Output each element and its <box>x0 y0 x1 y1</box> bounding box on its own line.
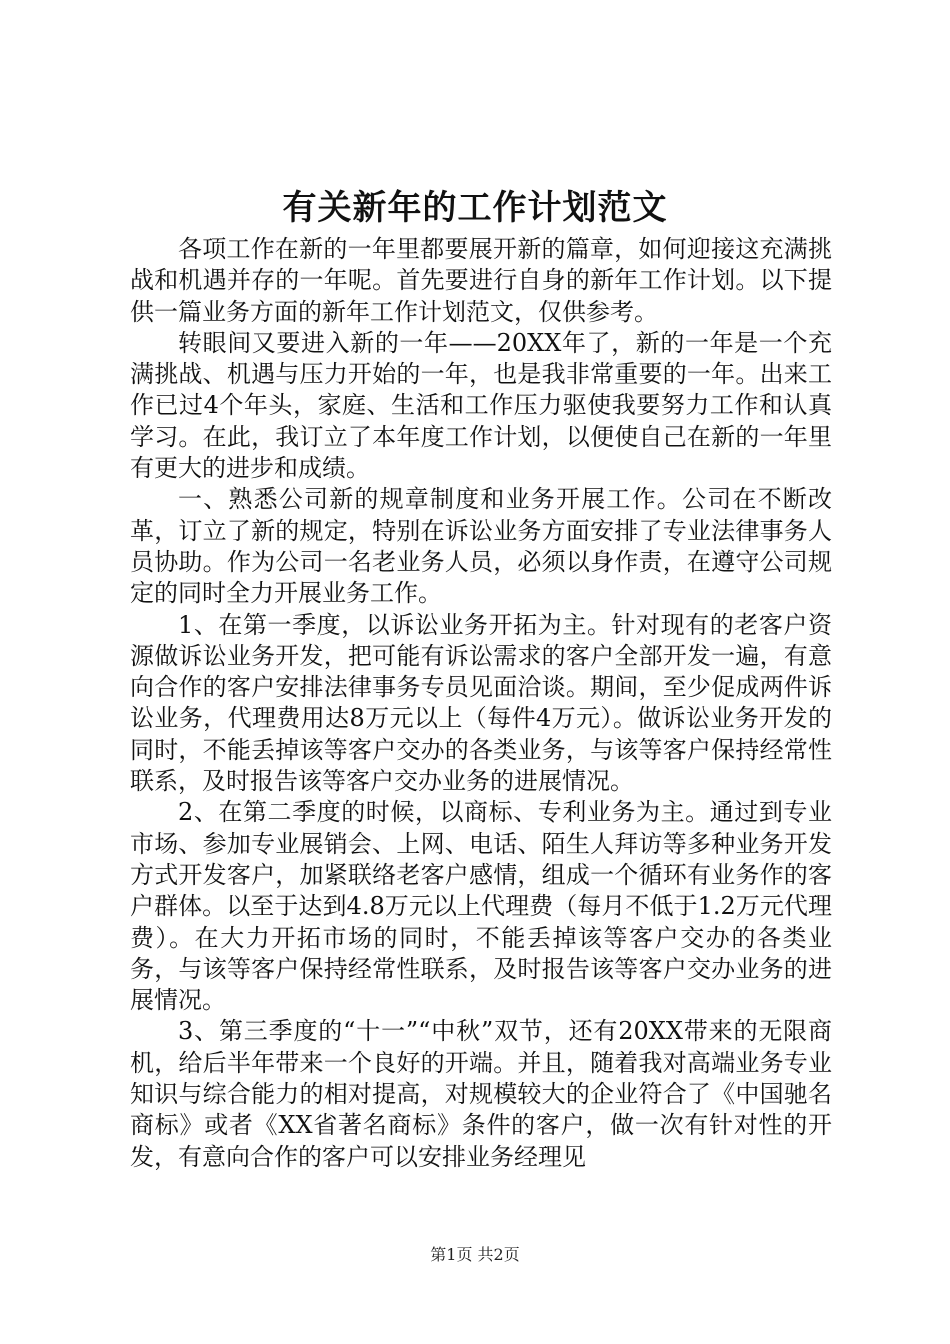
paragraph-new-year: 转眼间又要进入新的一年——20XX年了，新的一年是一个充满挑战、机遇与压力开始的一年，也是我非常重要的一年。出来工作已过4个年头，家庭、生活和工作压力驱使我要努力工作和认真学习。在此，我订立了本年度工作计划，以便使自己在新的一年里有更大的进步和成绩。 <box>130 328 832 483</box>
page-number-footer: 第1页 共2页 <box>430 1245 520 1264</box>
paragraph-intro: 各项工作在新的一年里都要展开新的篇章，如何迎接这充满挑战和机遇并存的一年呢。首先要进行自身的新年工作计划。以下提供一篇业务方面的新年工作计划范文，仅供参考。 <box>130 235 832 326</box>
paragraph-q2: 2、在第二季度的时候，以商标、专利业务为主。通过到专业市场、参加专业展销会、上网、电话、陌生人拜访等多种业务开发方式开发客户，加紧联络老客户感情，组成一个循环有业务作的客户群体。以至于达到4.8万元以上代理费（每月不低于1.2万元代理费）。在大力开拓市场的同时，不能丢掉该等客户交办的各类业务，与该等客户保持经常性联系，及时报告该等客户交办业务的进展情况。 <box>130 798 832 1015</box>
paragraph-section-one: 一、熟悉公司新的规章制度和业务开展工作。公司在不断改革，订立了新的规定，特别在诉讼业务方面安排了专业法律事务人员协助。作为公司一名老业务人员，必须以身作责，在遵守公司规定的同时全力开展业务工作。 <box>130 485 832 608</box>
document-body <box>130 234 832 1173</box>
paragraph-q1: 1、在第一季度，以诉讼业务开拓为主。针对现有的老客户资源做诉讼业务开发，把可能有诉讼需求的客户全部开发一遍，有意向合作的客户安排法律事务专员见面洽谈。期间，至少促成两件诉讼业务，代理费用达8万元以上（每件4万元）。做诉讼业务开发的同时，不能丢掉该等客户交办的各类业务，与该等客户保持经常性联系，及时报告该等客户交办业务的进展情况。 <box>130 610 832 796</box>
paragraph-q3: 3、第三季度的“十一”“中秋”双节，还有20XX带来的无限商机，给后半年带来一个良好的开端。并且，随着我对高端业务专业知识与综合能力的相对提高，对规模较大的企业符合了《中国驰名商标》或者《XX省著名商标》条件的客户，做一次有针对性的开发，有意向合作的客户可以安排业务经理见 <box>130 1017 832 1171</box>
document-title: 有关新年的工作计划范文 <box>282 188 668 228</box>
